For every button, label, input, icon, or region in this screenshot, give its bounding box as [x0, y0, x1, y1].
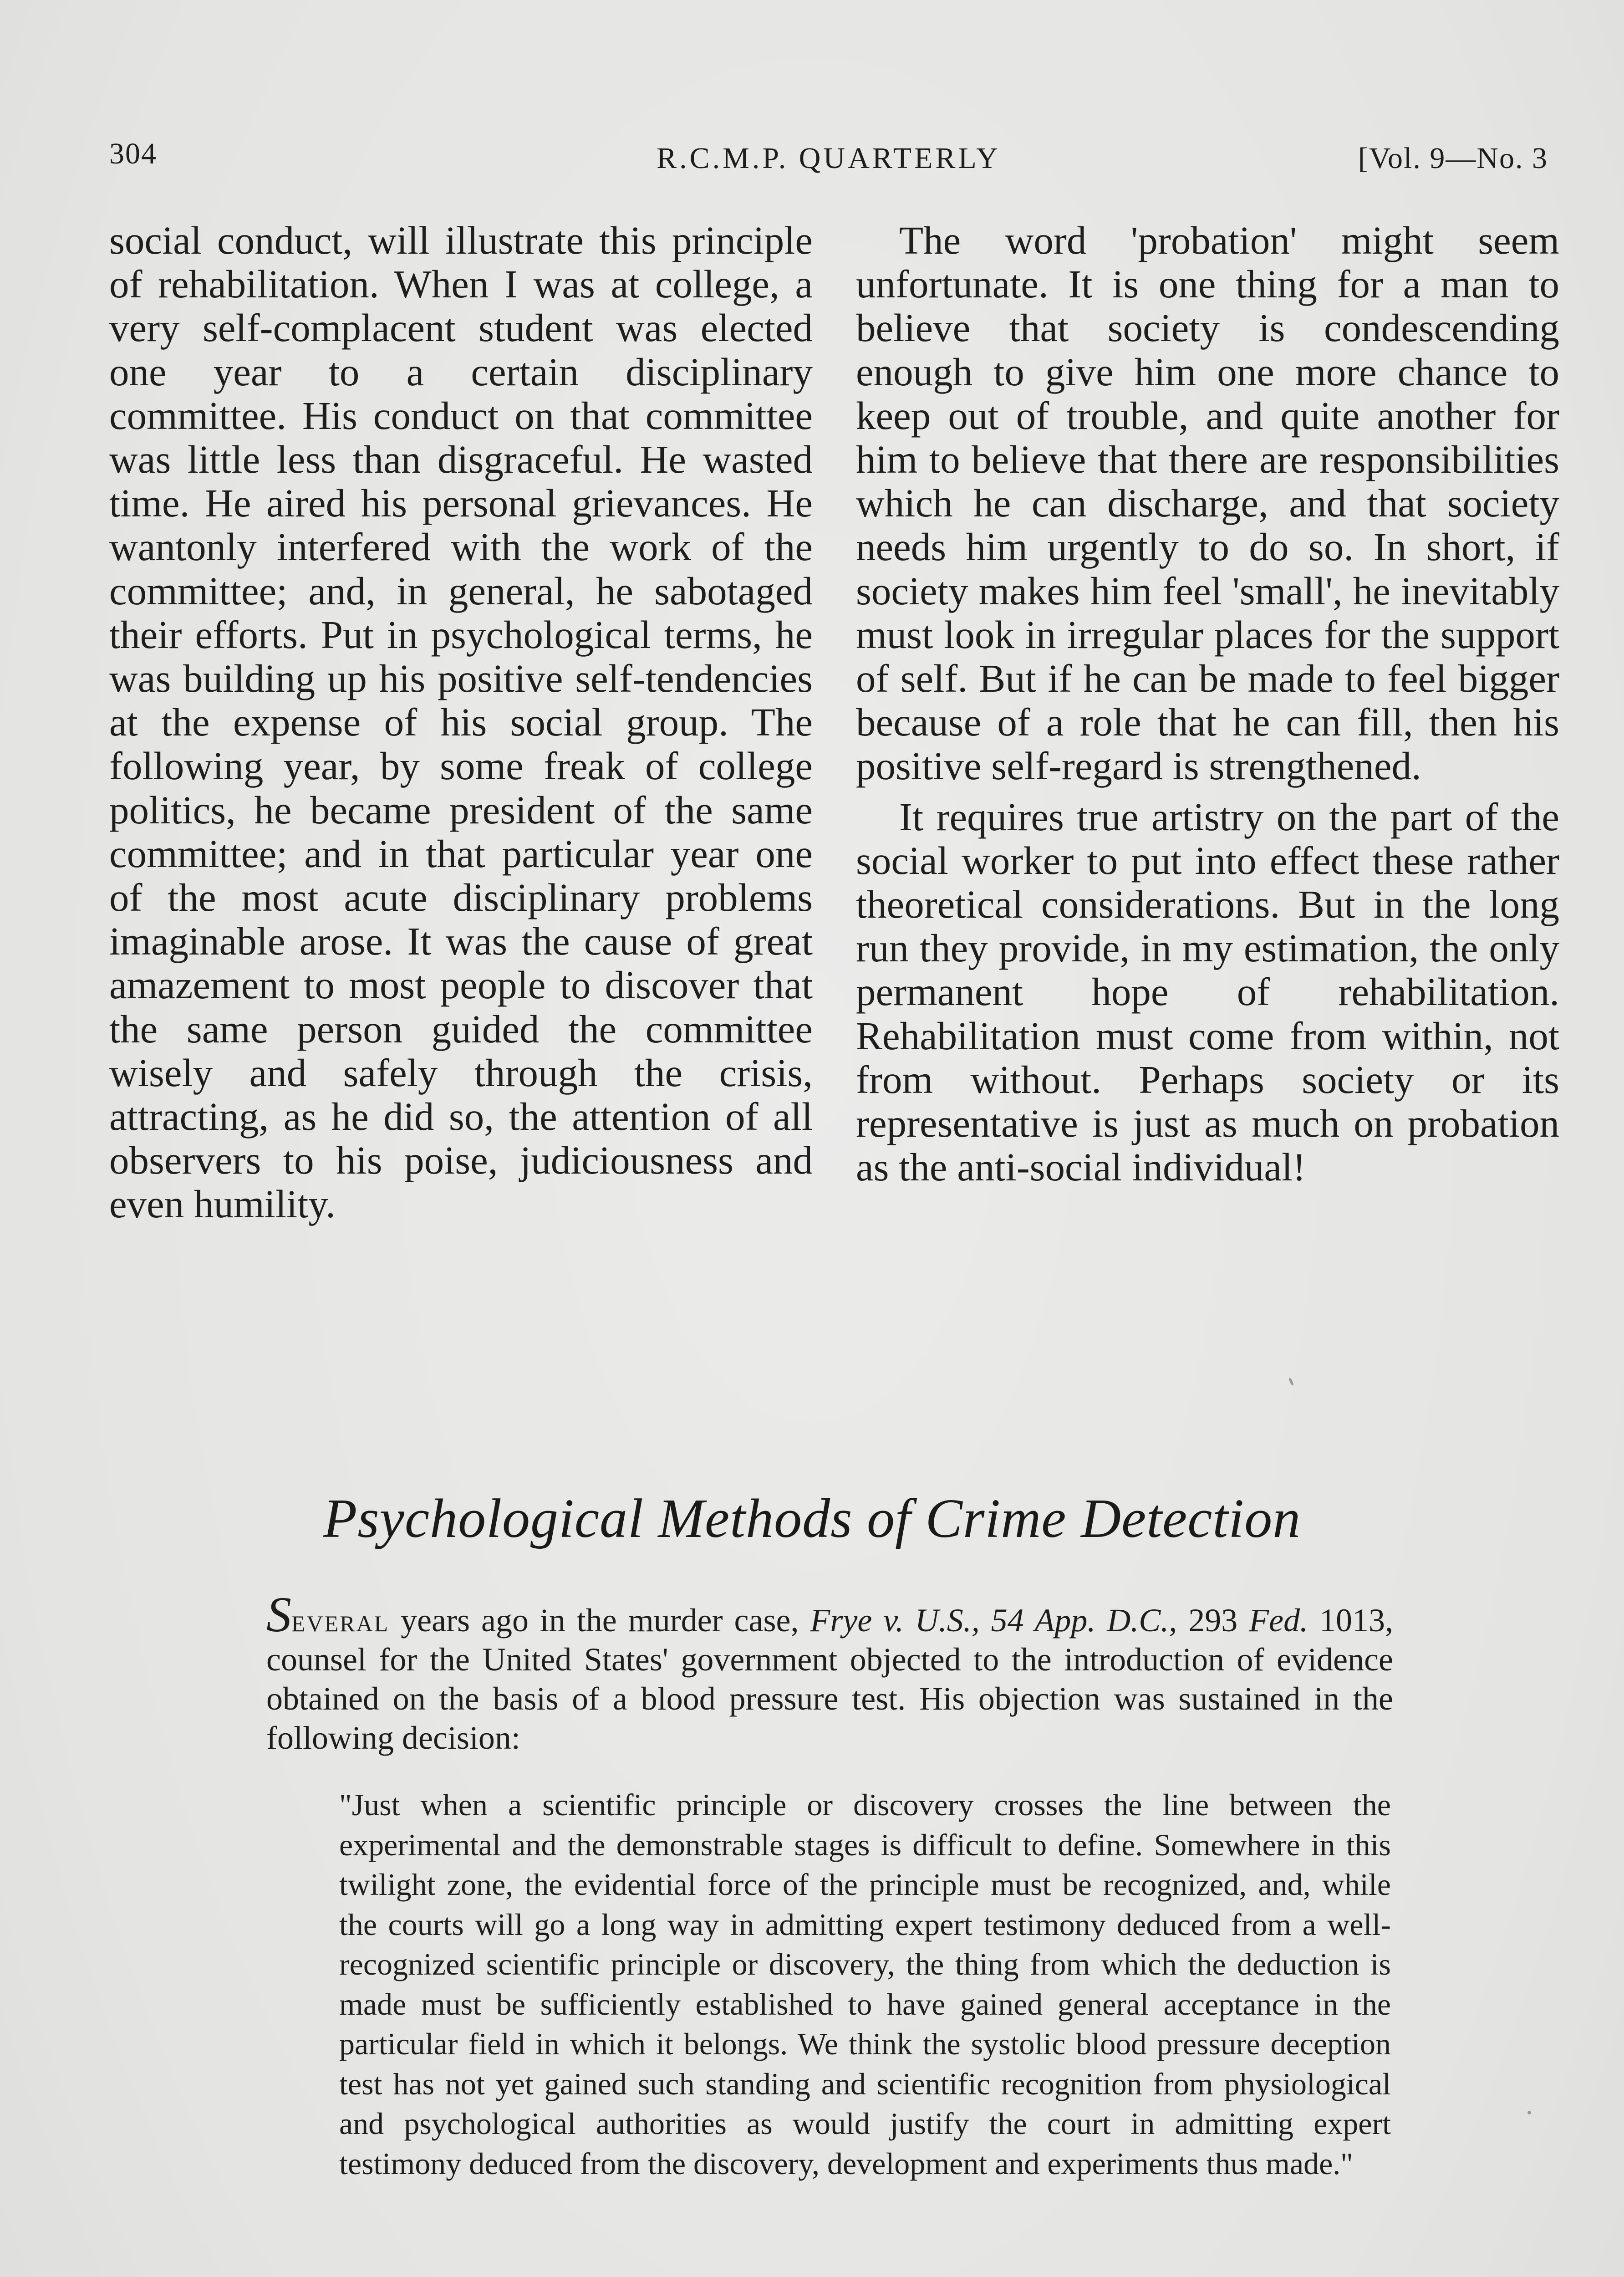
issue-number: [Vol. 9—No. 3 [1358, 142, 1548, 175]
journal-title: R.C.M.P. QUARTERLY [657, 142, 1001, 175]
intro-text-3: 1013, counsel for the United States' government objected to the introduction of evidence obtained on the basis of a blood pressure test. His objection was sustained in the following decision: [266, 1602, 1394, 1756]
intro-text-1: years ago in the murder case, [401, 1602, 799, 1639]
article-title: Psychological Methods of Crime Detection [323, 1488, 1301, 1549]
running-header [109, 137, 1548, 178]
paper-speck [1288, 1378, 1294, 1386]
left-column [109, 219, 813, 1226]
fed-citation: Fed. [1249, 1602, 1308, 1639]
block-quote [339, 1785, 1391, 2184]
drop-cap: S [266, 1587, 291, 1642]
left-column-paragraph: social conduct, will illustrate this principle of rehabilitation. When I was at college, a very self-complacent student was elected one year to a certain disciplinary committee. His conduct on that committee was little less than disgraceful. He wasted time. He aired his personal grievances. He wantonly interfered with the work of the committee; and, in general, he sabotaged their efforts. Put in psychological terms, he was building up his positive self-tendencies at the expense of his social group. The following year, by some freak of college politics, he became president of the same committee; and in that particular year one of the most acute disciplinary problems imaginable arose. It was the cause of great amazement to most people to discover that the same person guided the committee wisely and safely through the crisis, attracting, as he did so, the attention of all observers to his poise, judiciousness and even humility. [109, 218, 813, 1226]
right-column-paragraph-2: It requires true artistry on the part of the social worker to put into effect these rather theoretical considerations. But in the long run they provide, in my estimation, the only permanent hope of rehabilitation. Rehabilitation must come from within, not from without. Perhaps society or its representative is just as much on probation as the anti-social individual! [856, 794, 1559, 1190]
article-intro [266, 1587, 1394, 1757]
right-column [856, 219, 1559, 1189]
intro-smallcaps: everal [291, 1602, 390, 1639]
quote-text: "Just when a scientific principle or discovery crosses the line between the experimental and the demonstrable stages is difficult to define. Somewhere in this twilight zone, the evidential force of the principle must be recognized, and, while the courts will go a long way in admitting expert testimony deduced from a well-recognized scientific principle or discovery, the thing from which the deduction is made must be sufficiently established to have gained general acceptance in the particular field in which it belongs. We think the systolic blood pressure deception test has not yet gained such standing and scientific recognition from physiological and psychological authorities as would justify the court in admitting expert testimony deduced from the discovery, development and experiments thus made." [339, 1787, 1391, 2181]
intro-text-2: 293 [1188, 1602, 1238, 1639]
case-name: Frye v. U.S., 54 App. D.C., [810, 1602, 1177, 1639]
right-column-paragraph-1: The word 'probation' might seem unfortunate. It is one thing for a man to believe that society is condescending enough to give him one more chance to keep out of trouble, and quite another for him to believe that there are responsibilities which he can discharge, and that society needs him urgently to do so. In short, if society makes him feel 'small', he inevitably must look in irregular places for the support of self. But if he can be made to feel bigger because of a role that he can fill, then his positive self-regard is strengthened. [856, 218, 1559, 788]
paper-speck [1527, 2111, 1531, 2114]
page-number: 304 [109, 137, 157, 170]
intro-paragraph [266, 1587, 1394, 1757]
